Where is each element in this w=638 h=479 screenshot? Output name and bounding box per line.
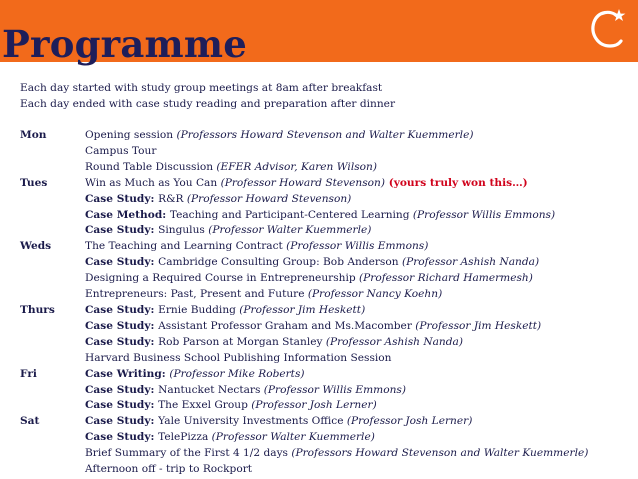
day-label: Tues bbox=[20, 176, 48, 189]
schedule-day-thurs bbox=[20, 303, 588, 367]
session-title: Harvard Business School Publishing Information Session bbox=[85, 351, 392, 364]
schedule-list bbox=[20, 128, 588, 478]
session-item bbox=[85, 446, 588, 462]
session-title: TelePizza bbox=[158, 431, 212, 444]
session-title: Rob Parson at Morgan Stanley bbox=[158, 335, 326, 348]
day-sessions bbox=[85, 239, 539, 303]
session-type: Case Study: bbox=[85, 303, 159, 316]
session-speaker: (Professors Howard Stevenson and Walter Kuemmerle) bbox=[291, 447, 589, 460]
session-speaker: (Professor Howard Stevenson) bbox=[186, 192, 352, 205]
session-speaker: (Professor Howard Stevenson) bbox=[220, 176, 385, 189]
session-title: Brief Summary of the First 4 1/2 days bbox=[85, 447, 292, 460]
session-type: Case Study: bbox=[85, 224, 159, 237]
session-type: Case Method: bbox=[85, 208, 170, 221]
session-speaker: (Professor Ashish Nanda) bbox=[325, 335, 463, 348]
session-type: Case Study: bbox=[85, 399, 159, 412]
session-item bbox=[85, 319, 541, 335]
c-star-logo-icon bbox=[586, 6, 628, 52]
day-label: Mon bbox=[20, 129, 47, 141]
session-item bbox=[85, 430, 588, 446]
day-sessions bbox=[85, 176, 555, 240]
session-type: Case Study: bbox=[85, 383, 159, 396]
session-note: (yours truly won this…) bbox=[385, 176, 528, 189]
schedule-day-tues bbox=[20, 176, 588, 240]
schedule-day-weds bbox=[20, 239, 588, 303]
session-title: Campus Tour bbox=[85, 144, 157, 157]
day-sessions bbox=[85, 128, 473, 176]
page-title: Programme bbox=[2, 22, 247, 66]
session-item bbox=[85, 287, 539, 303]
session-item bbox=[85, 128, 473, 144]
schedule-day-mon bbox=[20, 128, 588, 176]
session-item bbox=[85, 255, 539, 271]
session-speaker: (Professor Mike Roberts) bbox=[169, 367, 305, 380]
day-sessions bbox=[85, 303, 541, 367]
session-title: Entrepreneurs: Past, Present and Future bbox=[85, 288, 308, 301]
session-item bbox=[85, 351, 541, 367]
session-speaker: (Professor Jim Heskett) bbox=[415, 319, 542, 332]
session-title: Nantucket Nectars bbox=[158, 383, 264, 396]
day-sessions bbox=[85, 367, 406, 415]
session-type: Case Study: bbox=[85, 319, 159, 332]
session-title: Ernie Budding bbox=[158, 303, 240, 316]
session-title: Opening session bbox=[85, 129, 177, 141]
intro-line: Each day started with study group meetings at 8am after breakfast bbox=[20, 82, 383, 94]
session-item bbox=[85, 335, 541, 351]
session-speaker: (EFER Advisor, Karen Wilson) bbox=[216, 160, 377, 173]
session-title: The Exxel Group bbox=[158, 399, 252, 412]
session-title: Yale University Investments Office bbox=[158, 415, 347, 428]
session-speaker: (Professor Willis Emmons) bbox=[286, 240, 429, 253]
session-speaker: (Professor Ashish Nanda) bbox=[401, 256, 540, 269]
day-label: Thurs bbox=[20, 303, 55, 316]
day-sessions bbox=[85, 414, 588, 478]
session-type: Case Study: bbox=[85, 335, 159, 348]
session-item bbox=[85, 239, 539, 255]
session-type: Case Study: bbox=[85, 431, 159, 444]
session-title: Cambridge Consulting Group: Bob Anderson bbox=[158, 256, 402, 269]
session-title: Singulus bbox=[158, 224, 209, 237]
schedule-day-sat bbox=[20, 414, 588, 478]
session-item bbox=[85, 144, 473, 160]
session-item bbox=[85, 303, 541, 319]
session-item bbox=[85, 383, 406, 399]
session-item bbox=[85, 223, 555, 239]
session-item bbox=[85, 414, 588, 430]
session-title: Afternoon off - trip to Rockport bbox=[85, 463, 253, 476]
session-item bbox=[85, 176, 555, 192]
intro-text bbox=[20, 80, 395, 112]
session-item bbox=[85, 160, 473, 176]
session-type: Case Study: bbox=[85, 192, 159, 205]
session-item bbox=[85, 192, 555, 208]
session-item bbox=[85, 398, 406, 414]
session-item bbox=[85, 208, 555, 224]
session-item bbox=[85, 462, 588, 478]
session-title: Assistant Professor Graham and Ms.Macomber bbox=[158, 319, 416, 332]
session-type: Case Study: bbox=[85, 256, 159, 269]
session-speaker: (Professor Walter Kuemmerle) bbox=[208, 224, 372, 237]
day-label: Fri bbox=[20, 367, 37, 380]
session-speaker: (Professor Willis Emmons) bbox=[263, 383, 406, 396]
session-item bbox=[85, 271, 539, 287]
day-label: Sat bbox=[20, 415, 40, 428]
session-title: Designing a Required Course in Entrepreneurship bbox=[85, 272, 360, 285]
session-speaker: (Professors Howard Stevenson and Walter Kuemmerle) bbox=[176, 129, 474, 141]
session-title: Round Table Discussion bbox=[85, 160, 217, 173]
intro-line: Each day ended with case study reading and preparation after dinner bbox=[20, 98, 396, 110]
session-speaker: (Professor Jim Heskett) bbox=[239, 303, 366, 316]
schedule-day-fri bbox=[20, 367, 588, 415]
session-item bbox=[85, 367, 406, 383]
session-speaker: (Professor Nancy Koehn) bbox=[307, 288, 443, 301]
session-speaker: (Professor Willis Emmons) bbox=[412, 208, 556, 221]
session-title: Win as Much as You Can bbox=[85, 176, 221, 189]
session-title: R&R bbox=[158, 192, 187, 205]
session-speaker: (Professor Josh Lerner) bbox=[346, 415, 473, 428]
session-speaker: (Professor Josh Lerner) bbox=[251, 399, 377, 412]
session-title: Teaching and Participant-Centered Learning bbox=[169, 208, 413, 221]
session-speaker: (Professor Richard Hamermesh) bbox=[359, 272, 533, 285]
day-label: Weds bbox=[20, 240, 52, 253]
session-type: Case Study: bbox=[85, 415, 159, 428]
session-type: Case Writing: bbox=[85, 367, 170, 380]
session-title: The Teaching and Learning Contract bbox=[85, 240, 287, 253]
session-speaker: (Professor Walter Kuemmerle) bbox=[211, 431, 375, 444]
